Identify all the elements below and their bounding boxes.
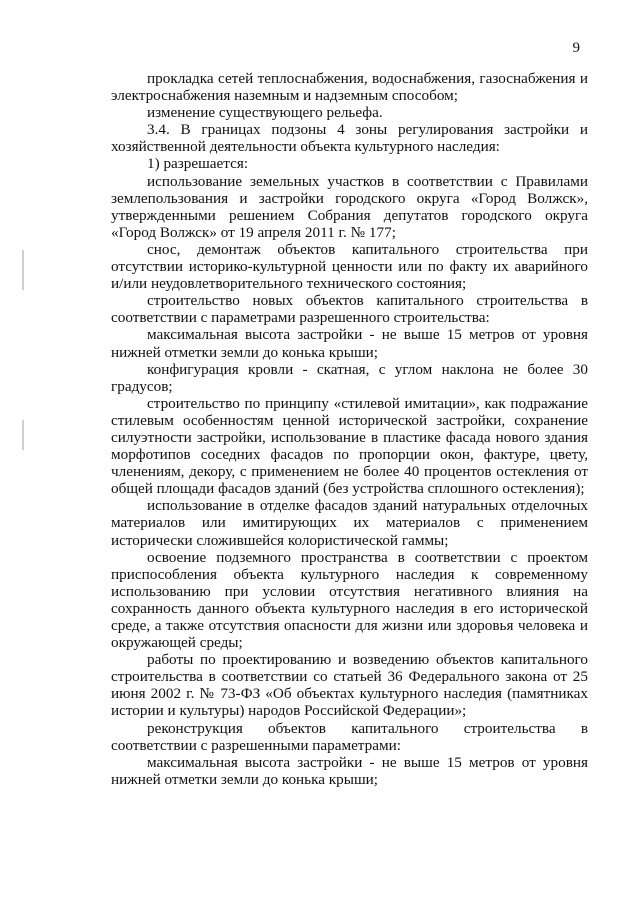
- paragraph: максимальная высота застройки - не выше 15 метров от уровня нижней отметки земли до конька крыши;: [111, 326, 588, 361]
- page-number: 9: [572, 40, 580, 56]
- paragraph: использование в отделке фасадов зданий натуральных отделочных материалов или имитирующих их материалов с применением исторически сложившейся колористической гаммы;: [111, 497, 588, 549]
- scan-artifact: [22, 250, 24, 290]
- paragraph: реконструкция объектов капитального строительства в соответствии с разрешенными параметрами:: [111, 719, 588, 754]
- paragraph: строительство новых объектов капитального строительства в соответствии с параметрами разрешенного строительства:: [111, 292, 588, 327]
- paragraph: конфигурация кровли - скатная, с углом наклона не более 30 градусов;: [111, 360, 588, 395]
- paragraph: снос, демонтаж объектов капитального строительства при отсутствии историко-культурной ценности или по факту их аварийного и/или неудовлетворительного технического состояния;: [111, 240, 588, 293]
- paragraph: использование земельных участков в соответствии с Правилами землепользования и застройки городского округа «Город Волжск», утвержденными решением Собрания депутатов городского округа «Город Волжск» от 19 апреля 2011 г. № 177;: [111, 172, 588, 241]
- paragraph: изменение существующего рельефа.: [147, 104, 383, 122]
- paragraph: работы по проектированию и возведению объектов капитального строительства в соответствии со статьей 36 Федерального закона от 25 июня 2002 г. № 73-ФЗ «Об объектах культурного наследия (памятниках истории и культуры) народов Российской Федерации»;: [111, 651, 588, 720]
- paragraph: 3.4. В границах подзоны 4 зоны регулирования застройки и хозяйственной деятельности объекта культурного наследия:: [111, 121, 588, 156]
- scan-artifact: [22, 420, 24, 450]
- paragraph: освоение подземного пространства в соответствии с проектом приспособления объекта культурного наследия к современному использованию при условии отсутствия негативного влияния на сохранность данного объекта культурного наследия в его исторической среде, а также отсутствия опасности для жизни или здоровья человека и окружающей среды;: [111, 548, 588, 652]
- document-body: [111, 70, 588, 788]
- paragraph: строительство по принципу «стилевой имитации», как подражание стилевым особенностям ценной исторической застройки, сохранение силуэтности застройки, использование в пластике фасада нового здания морфотипов соседних фасадов по пропорции окон, фактуре, цвету, членениям, декору, с применением не более 40 процентов остекления от общей площади фасадов зданий (без устройства сплошного остекления);: [111, 394, 588, 498]
- paragraph: прокладка сетей теплоснабжения, водоснабжения, газоснабжения и электроснабжения наземным и надземным способом;: [111, 70, 588, 105]
- paragraph: максимальная высота застройки - не выше 15 метров от уровня нижней отметки земли до конька крыши;: [111, 753, 588, 788]
- paragraph: 1) разрешается:: [147, 155, 249, 173]
